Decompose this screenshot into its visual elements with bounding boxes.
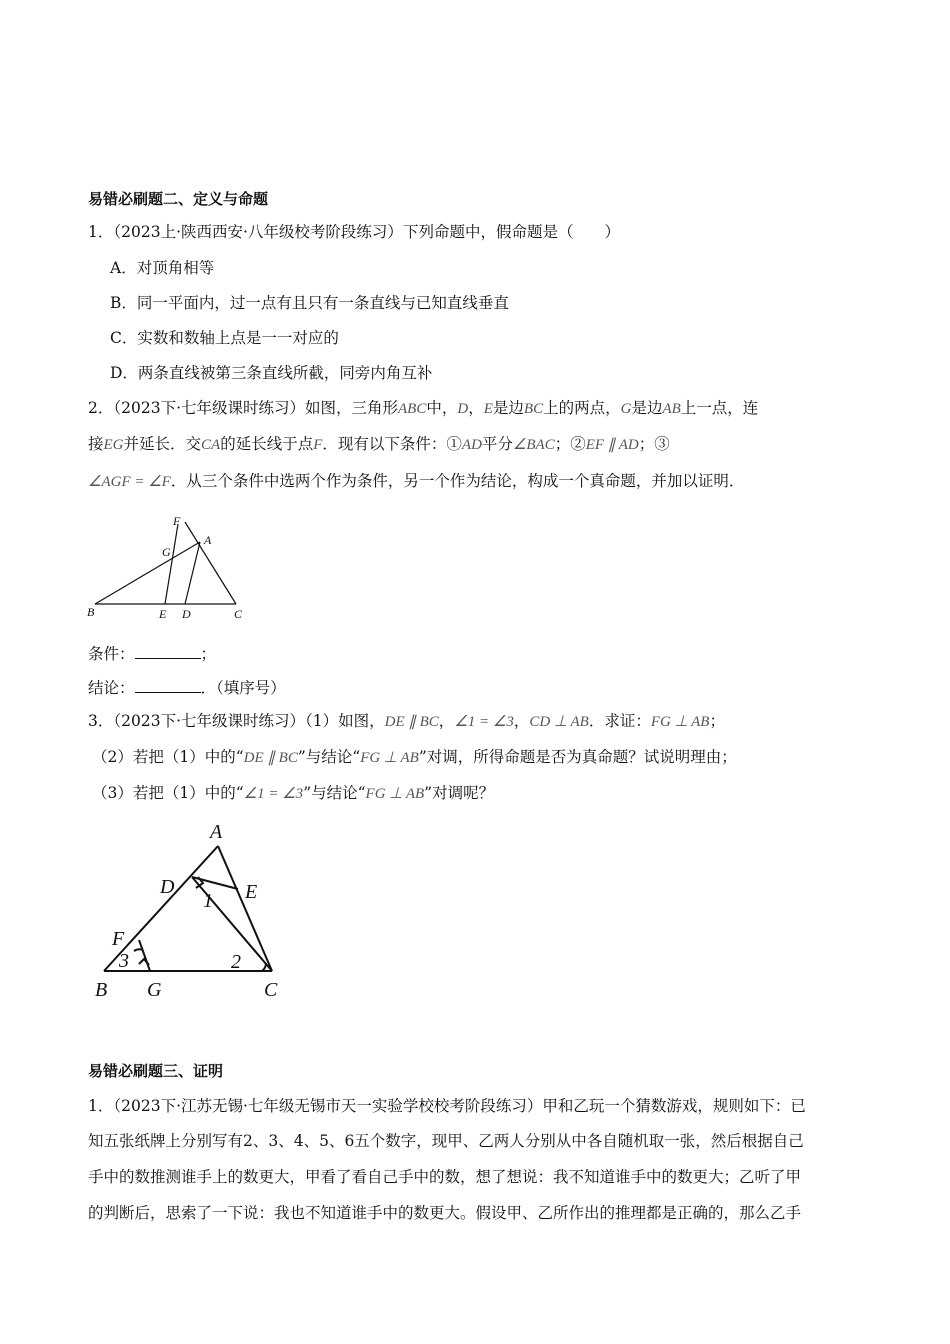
segment-ad [185, 542, 200, 604]
q2-text: ．现有以下条件：① [322, 435, 462, 453]
math-angle-agf-eq-f: ∠AGF = ∠F [88, 474, 171, 490]
math-fg-perp-ab: FG ⊥ AB [360, 750, 419, 766]
segment-ef [165, 524, 178, 604]
q3-text: （1）如图， [305, 712, 385, 730]
q2-text: 是边 [492, 399, 524, 417]
math-ca: CA [201, 437, 221, 453]
conclusion-blank[interactable] [135, 678, 201, 693]
q3-part3 [92, 782, 494, 805]
fig2-angle-1: 1 [203, 890, 213, 912]
right-angle-mark-g [139, 959, 149, 965]
fig2-label-e: E [245, 881, 258, 903]
q2-text: ， [468, 399, 484, 417]
math-angle1-eq-angle3: ∠1 = ∠3 [243, 786, 304, 802]
fig1-label-f: F [173, 514, 181, 528]
q2-conclusion-line [88, 677, 286, 699]
s3q1-text: （2023下·江苏无锡·七年级无锡市天一实验学校校考阶段练习）甲和乙玩一个猜数游戏，规则如下：已 [113, 1097, 806, 1115]
q3-text: ”与结论“ [303, 784, 366, 802]
fig2-angle-2: 2 [231, 951, 241, 973]
segment-ab [95, 542, 200, 604]
math-bc: BC [523, 401, 544, 417]
math-abc: ABC [398, 401, 427, 417]
q2-number: 2． [88, 399, 114, 417]
q1-source: （2023上·陕西西安·八年级校考阶段练习） [113, 223, 403, 241]
fig2-label-b: B [95, 979, 108, 1001]
s3q1-line-1 [88, 1095, 806, 1117]
q1-stem: 下列命题中，假命题是（ ） [402, 223, 620, 241]
q2-line-1 [88, 397, 758, 420]
section2-heading: 易错必刷题二、定义与命题 [88, 190, 269, 208]
segment-ac [218, 846, 272, 971]
segment-fg [139, 940, 150, 971]
q3-line-1 [88, 710, 725, 733]
q3-part2 [92, 746, 737, 769]
math-ad: AD [461, 437, 482, 453]
q2-source: （2023下·七年级课时练习） [113, 399, 305, 417]
fig2-label-g: G [147, 979, 162, 1001]
q3-figure [88, 818, 288, 1003]
math-de-parallel-bc: DE ∥ BC [243, 750, 298, 766]
q3-source: （2023下·七年级课时练习） [113, 712, 305, 730]
q3-text: ， [438, 712, 455, 730]
fig1-label-e: E [159, 607, 167, 621]
q2-text: ；③ [638, 435, 670, 453]
q1-option-d: D．两条直线被第三条直线所截，同旁内角互补 [110, 364, 433, 382]
condition-blank[interactable] [135, 644, 201, 659]
q1-stem-line [88, 221, 620, 243]
fig1-label-g: G [162, 545, 171, 559]
q1-option-b: B．同一平面内，过一点有且只有一条直线与已知直线垂直 [110, 294, 509, 312]
q2-text: 平分 [481, 435, 513, 453]
math-angle1-eq-angle3: ∠1 = ∠3 [454, 714, 514, 730]
fig1-label-a: A [204, 533, 212, 547]
math-fg-perp-ab: FG ⊥ AB [650, 714, 710, 730]
fig1-label-d: D [182, 607, 191, 621]
conclusion-end: ．（填序号） [200, 679, 286, 697]
q1-option-a: A．对顶角相等 [110, 259, 215, 277]
math-angle-bac: ∠BAC [512, 437, 555, 453]
q3-text: ； [709, 712, 725, 730]
q1-option-c: C．实数和数轴上点是一一对应的 [110, 329, 339, 347]
s3q1-line-3: 手中的数推测谁手上的数更大，甲看了看自己手中的数，想了想说：我不知道谁手中的数更大；乙听了甲 [88, 1168, 802, 1186]
math-e: E [483, 401, 493, 417]
q3-text: （3）若把（1）中的“ [92, 784, 244, 802]
fig2-label-d: D [160, 876, 175, 898]
q2-line-2 [88, 433, 670, 456]
q1-number: 1． [88, 223, 114, 241]
section3-heading: 易错必刷题三、证明 [88, 1062, 224, 1080]
q2-text: 中， [426, 399, 458, 417]
fig2-label-c: C [264, 979, 278, 1001]
fig1-label-c: C [234, 607, 243, 621]
q3-text: ”与结论“ [297, 748, 361, 766]
math-de-parallel-bc: DE ∥ BC [384, 714, 439, 730]
q2-text: 并延长．交 [123, 435, 202, 453]
fig2-label-f: F [112, 928, 125, 950]
math-cd-perp-ab: CD ⊥ AB [529, 714, 589, 730]
math-ab: AB [662, 401, 681, 417]
q3-text: ”对调，所得命题是否为真命题？试说明理由； [418, 748, 737, 766]
condition-label: 条件： [88, 645, 135, 663]
q3-number: 3． [88, 712, 114, 730]
s3q1-line-4: 的判断后，思索了一下说：我也不知道谁手中的数更大。假设甲、乙所作出的推理都是正确的，那么乙手 [88, 1204, 802, 1222]
q2-text: 是边 [631, 399, 663, 417]
q3-text: ， [513, 712, 530, 730]
math-d: D [457, 401, 469, 417]
angle-3-arc [134, 949, 143, 951]
math-g: G [620, 401, 632, 417]
q2-text: 上的两点， [543, 399, 621, 417]
q2-condition-line [88, 643, 216, 665]
angle-2-arc [262, 963, 266, 971]
q2-text: ；② [554, 435, 586, 453]
q2-text: ．从三个条件中选两个作为条件，另一个作为结论，构成一个真命题，并加以证明． [170, 472, 745, 490]
q2-text: 接 [88, 435, 104, 453]
s3q1-number: 1． [88, 1097, 114, 1115]
condition-end: ； [200, 645, 217, 663]
fig2-angle-3: 3 [119, 950, 129, 972]
q2-text: 的延长线于点 [220, 435, 314, 453]
conclusion-label: 结论： [88, 679, 135, 697]
q2-line-3 [88, 470, 744, 493]
q2-text: 上一点，连 [680, 399, 759, 417]
fig2-label-a: A [210, 821, 223, 843]
math-f: F [313, 437, 323, 453]
s3q1-line-2: 知五张纸牌上分别写有2、3、4、5、6五个数字，现甲、乙两人分别从中各自随机取一张，然后根据自己 [88, 1132, 804, 1150]
math-ef-parallel-ad: EF ∥ AD [585, 437, 639, 453]
fig1-label-b: B [87, 605, 95, 619]
q3-text: ．求证： [588, 712, 651, 730]
q3-text: ”对调呢？ [424, 784, 495, 802]
q2-figure [85, 512, 255, 624]
q2-text: 如图，三角形 [305, 399, 399, 417]
math-eg: EG [103, 437, 124, 453]
q3-text: （2）若把（1）中的“ [92, 748, 244, 766]
math-fg-perp-ab: FG ⊥ AB [365, 786, 425, 802]
